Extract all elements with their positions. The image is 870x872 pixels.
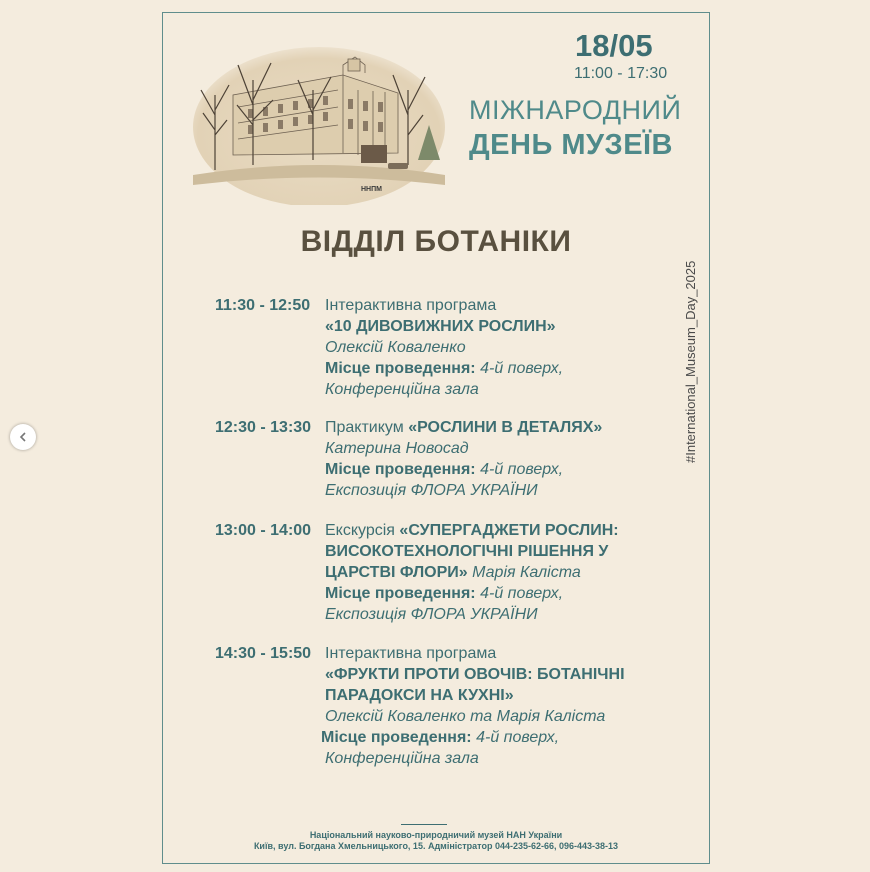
place-room: Експозиція ФЛОРА УКРАЇНИ — [325, 482, 538, 499]
place-label: Місце проведення: — [325, 461, 476, 478]
place-label: Місце проведення: — [325, 360, 476, 377]
schedule-time: 13:00 - 14:00 — [215, 522, 312, 539]
chevron-left-icon — [18, 432, 28, 442]
program-title-cont: ПАРАДОКСИ НА КУХНІ» — [325, 687, 514, 704]
presenter: Катерина Новосад — [325, 440, 469, 457]
place-room: Конференційна зала — [325, 381, 479, 398]
place-label: Місце проведення: — [325, 585, 476, 602]
program-type: Інтерактивна програма — [325, 645, 497, 662]
program-title-cont: ВИСОКОТЕХНОЛОГІЧНІ РІШЕННЯ У — [325, 543, 609, 560]
schedule-time: 14:30 - 15:50 — [215, 645, 312, 662]
museum-logo: ННПМ — [361, 186, 382, 193]
footer-address: Київ, вул. Богдана Хмельницького, 15. Адміністратор 044-235-62-66, 096-443-38-13 — [253, 841, 619, 851]
previous-slide-button[interactable] — [10, 424, 36, 450]
place-label: Місце проведення: — [321, 729, 472, 746]
presenter: Олексій Коваленко — [325, 339, 466, 356]
presenter: Олексій Коваленко та Марія Каліста — [325, 708, 606, 725]
program-title-end: ЦАРСТВІ ФЛОРИ» — [325, 564, 468, 581]
event-title-line1: МІЖНАРОДНИЙ — [469, 95, 682, 125]
place-floor: 4-й поверх, — [475, 585, 564, 602]
place-room: Конференційна зала — [325, 750, 479, 767]
program-type: Практикум — [325, 419, 409, 436]
presenter: Марія Каліста — [467, 564, 581, 581]
program-type: Інтерактивна програма — [325, 297, 497, 314]
schedule-time: 11:30 - 12:50 — [215, 297, 311, 314]
event-time: 11:00 - 17:30 — [574, 65, 668, 82]
hashtag: #International_Museum_Day_2025 — [683, 260, 698, 463]
event-poster — [162, 12, 710, 864]
program-title: «10 ДИВОВИЖНИХ РОСЛИН» — [325, 318, 556, 335]
place-room: Експозиція ФЛОРА УКРАЇНИ — [325, 606, 538, 623]
museum-building-illustration — [193, 35, 445, 205]
department-title: ВІДДІЛ БОТАНІКИ — [300, 225, 572, 258]
footer-museum-name: Національний науково-природничий музей НАН України — [309, 830, 563, 840]
program-title: «СУПЕРГАДЖЕТИ РОСЛИН: — [399, 522, 619, 539]
program-title: «РОСЛИНИ В ДЕТАЛЯХ» — [408, 419, 603, 436]
program-title: «ФРУКТИ ПРОТИ ОВОЧІВ: БОТАНІЧНІ — [325, 666, 625, 683]
place-floor: 4-й поверх, — [475, 461, 564, 478]
event-title-line2: ДЕНЬ МУЗЕЇВ — [469, 129, 673, 161]
event-date: 18/05 — [575, 28, 653, 63]
footer-divider — [401, 824, 447, 825]
program-type: Екскурсія — [325, 522, 400, 539]
place-floor: 4-й поверх, — [471, 729, 560, 746]
schedule-time: 12:30 - 13:30 — [215, 419, 312, 436]
place-floor: 4-й поверх, — [475, 360, 564, 377]
